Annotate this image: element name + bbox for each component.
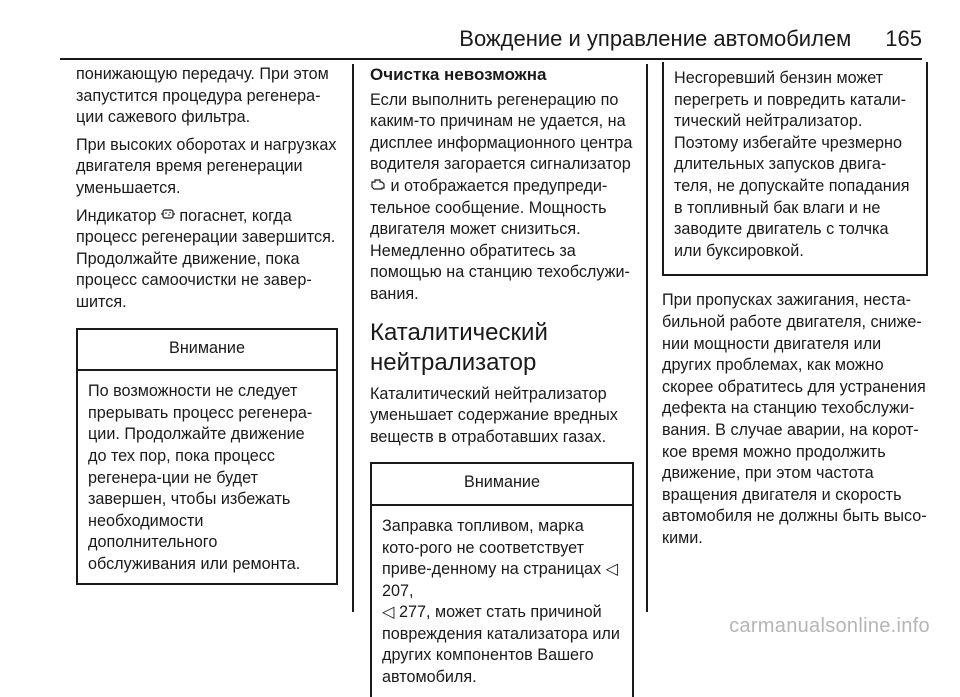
warning-box-title: Внимание: [372, 464, 632, 506]
paragraph: понижающую передачу. При этом запустится процедура регенера-ции сажевого фильтра.: [76, 65, 329, 127]
warning-box-text: По возможности не следует прерывать процесс регенера-ции. Продолжайте движение до тех пор, пока процесс регенера-ции не будет завершен, чтобы избежать необходимости дополнительного обслуживания или ремонта.: [88, 382, 313, 573]
text-run: Индикатор: [76, 206, 161, 225]
paragraph: При пропусках зажигания, неста-бильной работе двигателя, сниже-нии мощности двигателя или других проблемах, как можно скорее обратитесь для устранения дефекта на станцию техобслужи-вания. В случае аварии, на корот-кое время можно продолжить движение, при этом частота вращения двигателя и скорость автомобиля не должны быть высо-кими.: [662, 291, 927, 547]
paragraph: [370, 90, 634, 306]
section-heading-large: Каталитический нейтрализатор: [370, 318, 548, 376]
engine-check-icon: [370, 176, 386, 198]
text-run: погаснет, когда процесс регенерации завершится. Продолжайте движение, пока процесс самоочистки не завер-шится.: [76, 206, 336, 311]
text-run: ,: [409, 581, 414, 600]
column-3: [662, 64, 928, 612]
paragraph: Каталитический нейтрализатор уменьшает содержание вредных веществ в отработавших газах.: [370, 384, 618, 446]
text-run: Если выполнить регенерацию по каким-то причинам не удается, на дисплее информационного центра водителя загорается сигнализатор: [370, 90, 633, 174]
watermark: carmanualsonline.info: [729, 615, 930, 637]
page-header: [60, 26, 922, 52]
page-title: Вождение и управление автомобилем: [459, 26, 852, 51]
warning-box: [76, 328, 338, 586]
diesel-particulate-filter-icon: [161, 206, 175, 228]
paragraph: При высоких оборотах и нагрузках двигателя время регенерации уменьшается.: [76, 135, 337, 197]
warning-box-text: [372, 506, 632, 697]
column-divider: [646, 64, 648, 612]
page-reference-link[interactable]: 277: [398, 603, 426, 622]
text-run: и отображается предупреди-тельное сообщение. Мощность двигателя может снизиться. Немедленно обратитесь за помощью на станцию техобслужи-вания.: [370, 176, 630, 303]
warning-box-continued: [662, 62, 928, 276]
column-2: [370, 64, 634, 687]
column-1: [76, 64, 338, 612]
section-heading: Очистка невозможна: [370, 65, 547, 84]
page-reference-link[interactable]: 207: [382, 581, 410, 600]
warning-box-text: Несгоревший бензин может перегреть и повредить катали-тический нейтрализатор. Поэтому избегайте чрезмерно длительных запусков двига-теля, не допускайте попадания в топливный бак влаги и не заводите двигатель с толчка или буксировкой.: [674, 69, 910, 260]
page-reference-icon: ◁: [382, 603, 395, 622]
text-run: , может стать причиной повреждения катализатора или других компонентов Вашего автомобиля.: [382, 603, 620, 687]
text-run: Заправка топливом, марка кото-рого не соответствует приве-денному на страницах: [382, 516, 606, 579]
page-number: 165: [885, 26, 922, 51]
paragraph: [76, 206, 338, 314]
page-reference-icon: ◁: [605, 560, 619, 579]
warning-box-title: Внимание: [78, 330, 336, 372]
column-divider: [352, 64, 354, 612]
header-divider: [60, 58, 922, 60]
warning-box: [370, 462, 634, 696]
